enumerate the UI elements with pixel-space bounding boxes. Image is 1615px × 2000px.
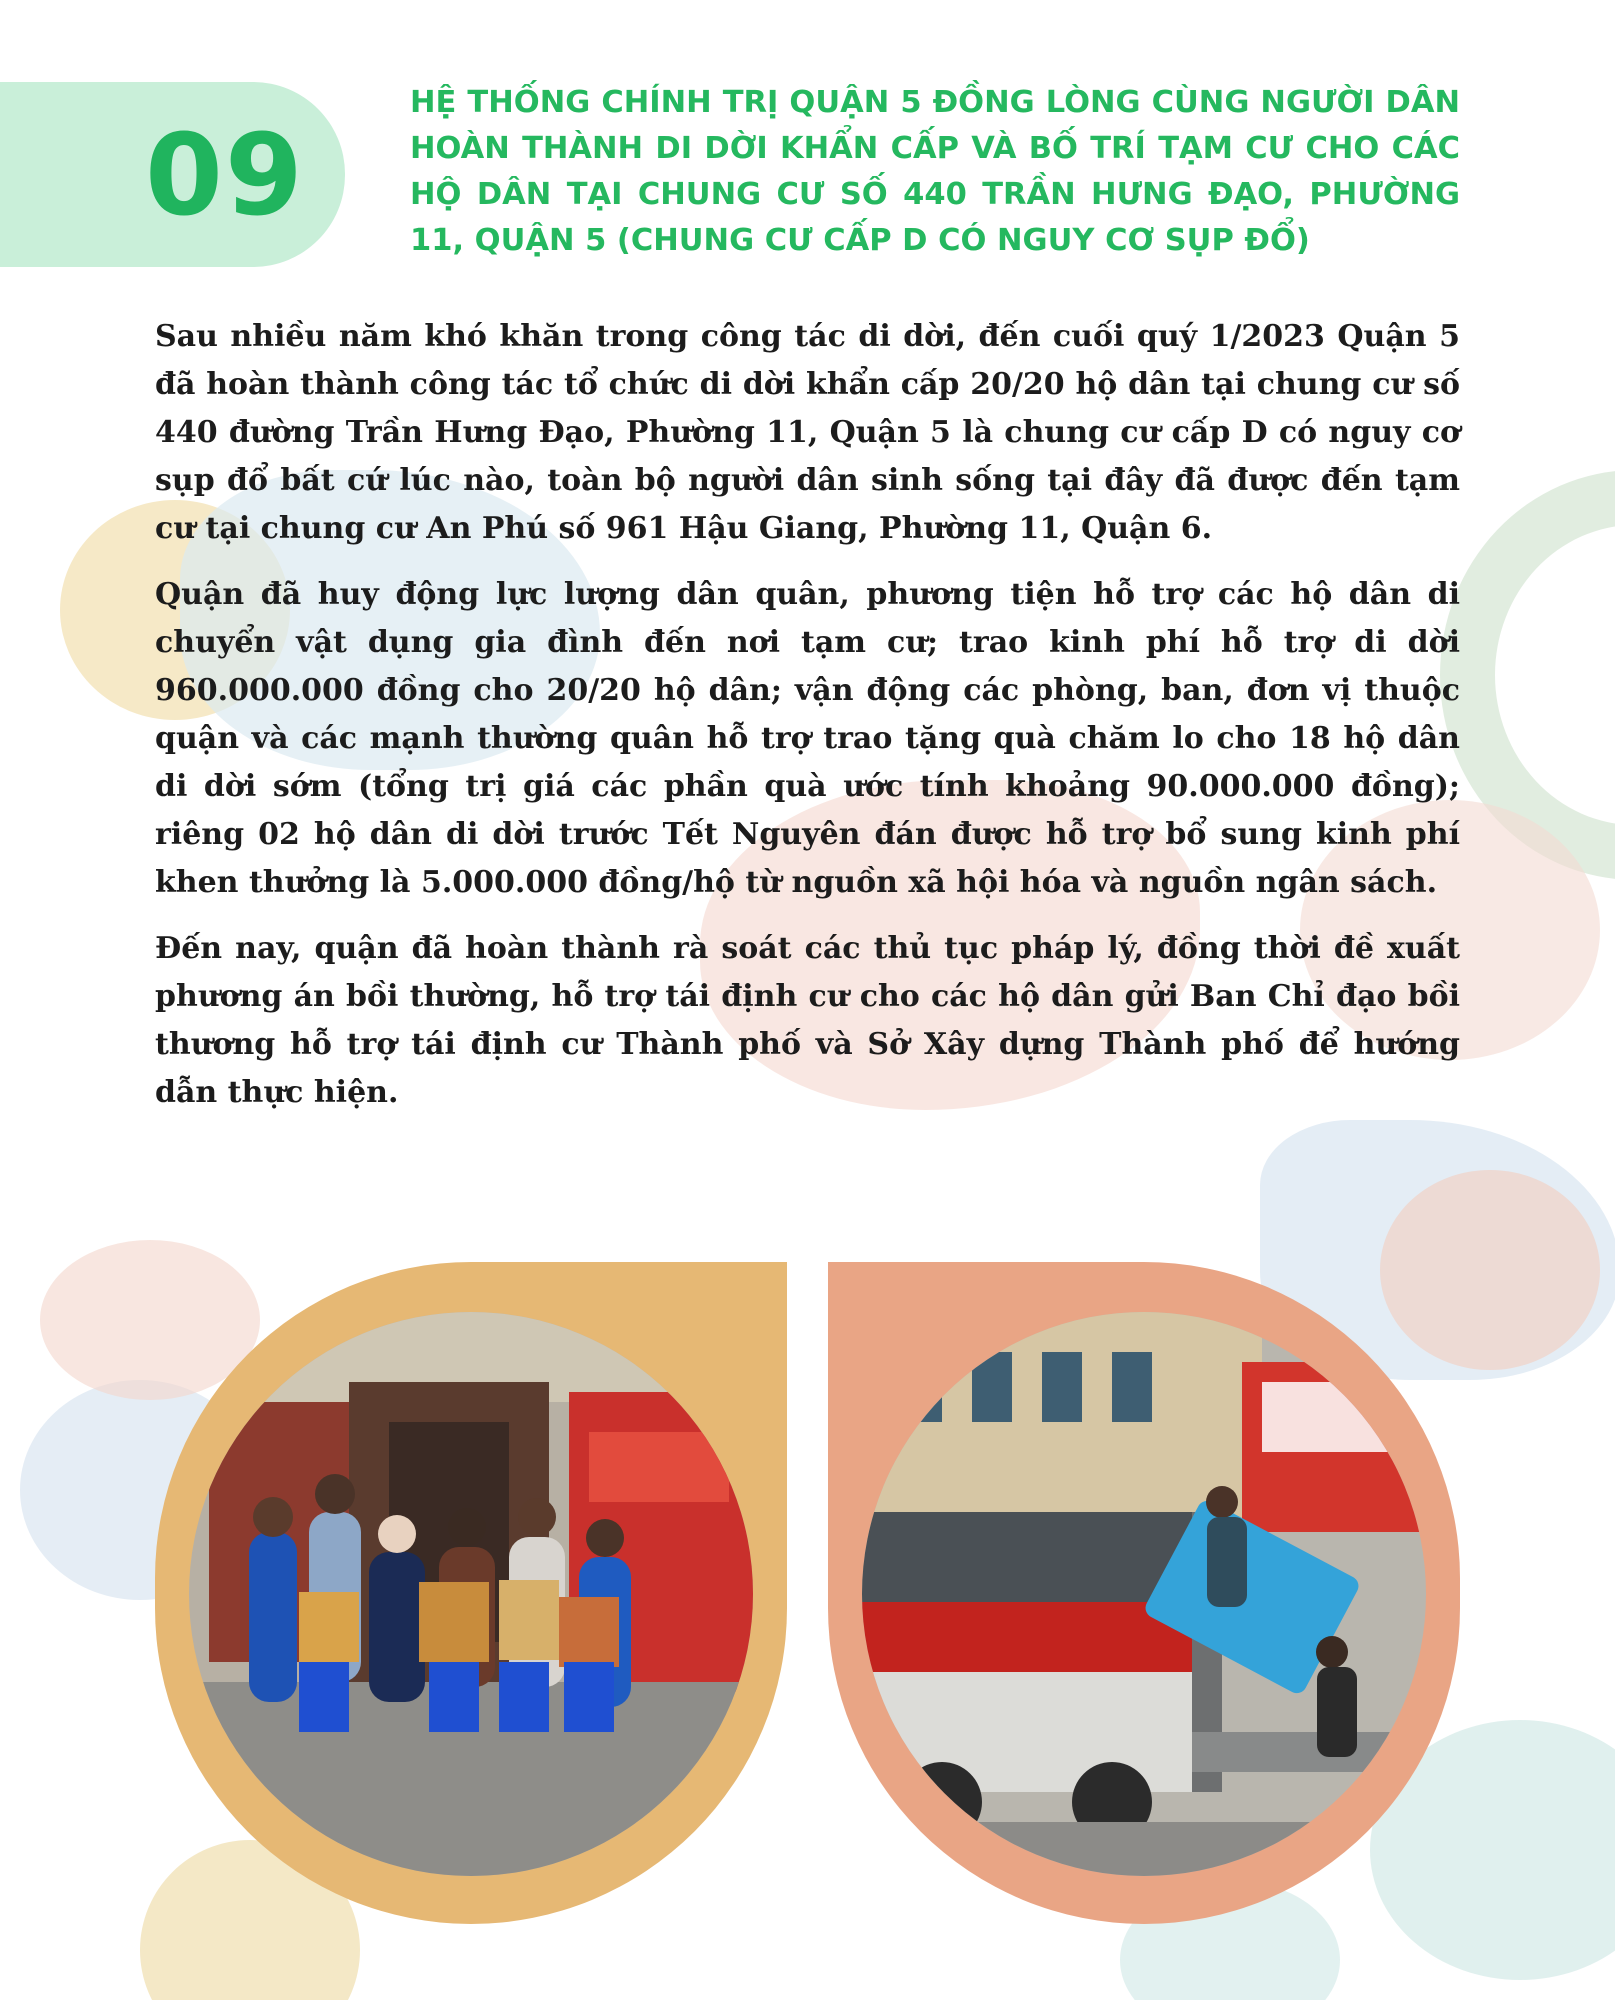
article-body: [155, 313, 1460, 1135]
bg-blob-pink-3: [1380, 1170, 1600, 1370]
paragraph-3: Đến nay, quận đã hoàn thành rà soát các thủ tục pháp lý, đồng thời đề xuất phương án bồi thường, hỗ trợ tái định cư cho các hộ dân gửi Ban Chỉ đạo bồi thương hỗ trợ tái định cư Thành phố và Sở Xây dựng Thành phố để hướng dẫn thực hiện.: [155, 931, 1460, 1110]
section-number: 09: [145, 111, 305, 241]
photo-moving-truck: [862, 1312, 1426, 1876]
photo-card-left: [155, 1262, 787, 1924]
photo-card-right: [828, 1262, 1460, 1924]
paragraph-2: Quận đã huy động lực lượng dân quân, phương tiện hỗ trợ các hộ dân di chuyển vật dụng gia đình đến nơi tạm cư; trao kinh phí hỗ trợ di dời 960.000.000 đồng cho 20/20 hộ dân; vận động các phòng, ban, đơn vị thuộc quận và các mạnh thường quân hỗ trợ trao tặng quà chăm lo cho 18 hộ dân di dời sớm (tổng trị giá các phần quà ước tính khoảng 90.000.000 đồng); riêng 02 hộ dân di dời trước Tết Nguyên đán được hỗ trợ bổ sung kinh phí khen thưởng là 5.000.000 đồng/hộ từ nguồn xã hội hóa và nguồn ngân sách.: [155, 577, 1460, 900]
section-title: HỆ THỐNG CHÍNH TRỊ QUẬN 5 ĐỒNG LÒNG CÙNG NGƯỜI DÂN HOÀN THÀNH DI DỜI KHẨN CẤP VÀ BỐ TRÍ TẠM CƯ CHO CÁC HỘ DÂN TẠI CHUNG CƯ SỐ 440 TRẦN HƯNG ĐẠO, PHƯỜNG 11, QUẬN 5 (CHUNG CƯ CẤP D CÓ NGUY CƠ SỤP ĐỔ): [410, 85, 1460, 258]
photo-gift-handover: [189, 1312, 753, 1876]
paragraph-1: Sau nhiều năm khó khăn trong công tác di dời, đến cuối quý 1/2023 Quận 5 đã hoàn thành công tác tổ chức di dời khẩn cấp 20/20 hộ dân tại chung cư số 440 đường Trần Hưng Đạo, Phường 11, Quận 5 là chung cư cấp D có nguy cơ sụp đổ bất cứ lúc nào, toàn bộ người dân sinh sống tại đây đã được đến tạm cư tại chung cư An Phú số 961 Hậu Giang, Phường 11, Quận 6.: [155, 319, 1460, 546]
